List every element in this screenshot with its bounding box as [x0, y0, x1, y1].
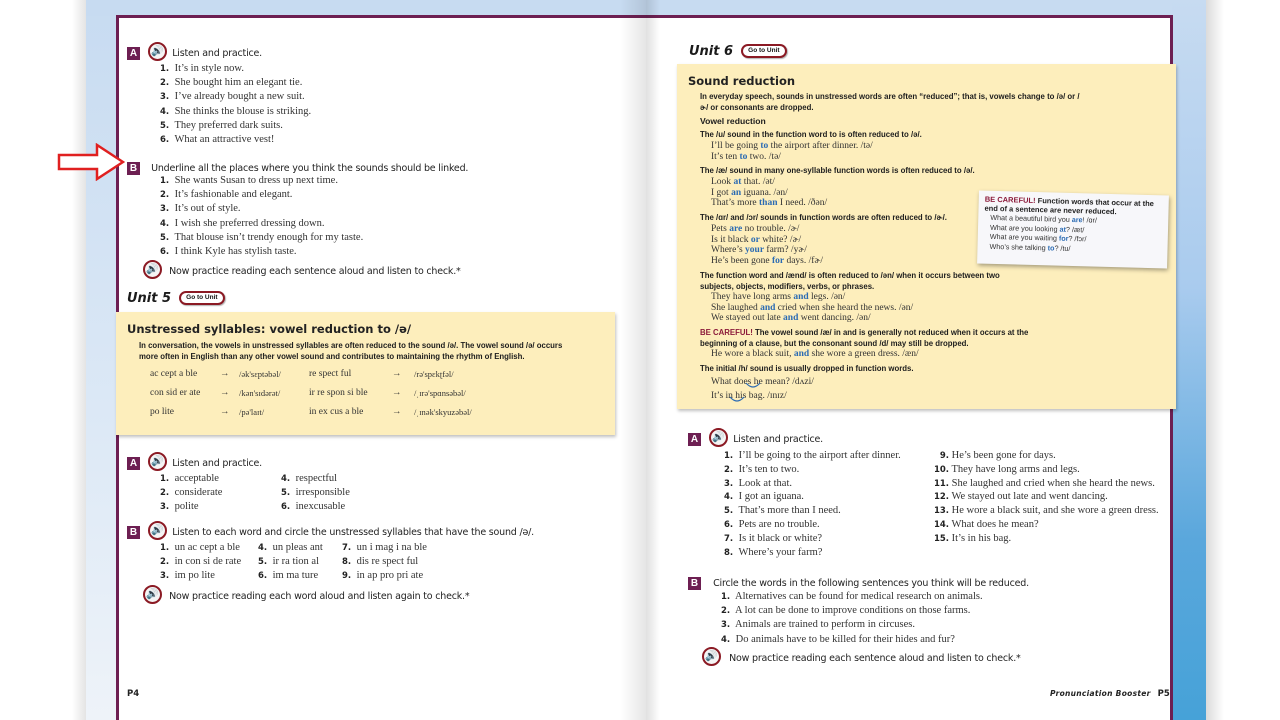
note-line: Who’s she talking to? /tu/ — [989, 241, 1071, 253]
example-line: Is it black or white? /ɚ/ — [711, 234, 802, 245]
example-line: She laughed and cried when she heard the news. /ən/ — [711, 302, 914, 313]
note-line: What are you looking at? /æt/ — [989, 222, 1085, 234]
speaker-icon: 🔊 — [712, 432, 725, 443]
page-edge-shadow-right — [1206, 0, 1224, 720]
list-item: 4. She thinks the blouse is striking. — [160, 105, 312, 117]
example-line: Pets are no trouble. /ɚ/ — [711, 224, 800, 234]
rule-text: The /ɑr/ and /ɔr/ sounds in function words are often reduced to /ɚ/. — [700, 213, 947, 222]
rule-examples — [711, 141, 873, 162]
list-item: 4. I wish she preferred dressing down. — [160, 217, 325, 229]
audio-button[interactable] — [148, 42, 167, 61]
list-item: 5. irresponsible — [281, 487, 350, 499]
unit6-section-a-header: A 🔊 Listen and practice. — [688, 427, 823, 447]
linking-mark-icon — [745, 382, 761, 390]
unit5-section-a-col2 — [281, 472, 350, 515]
list-item: 7. Is it black or white? — [724, 532, 823, 544]
section-badge: A — [127, 47, 140, 60]
note-line: What are you waiting for? /fɔr/ — [989, 231, 1087, 244]
list-item: 1. Alternatives can be found for medical research on animals. — [721, 591, 983, 602]
section-instruction: Underline all the places where you think the sounds should be linked. — [151, 163, 469, 174]
list-item: 7. un i mag i na ble — [342, 542, 427, 553]
note-line: What a beautiful bird you are! /ɑr/ — [990, 212, 1098, 225]
speaker-icon: 🔊 — [151, 525, 164, 536]
unit5-section-b-header: B 🔊 Listen to each word and circle the unstressed syllables that have the sound /ə/. — [127, 520, 534, 540]
example-line: He’s been gone for days. /fɚ/ — [711, 256, 824, 267]
rule-text: The /æ/ sound in many one-syllable function words is often reduced to /ə/. — [700, 166, 975, 175]
list-item: 4. respectful — [281, 473, 338, 484]
unit6-section-b-header: B Circle the words in the following sentences you think will be reduced. — [688, 571, 1029, 590]
list-item: 5. They preferred dark suits. — [160, 119, 283, 131]
box-title: Sound reduction — [688, 74, 796, 88]
unit-5-info-box — [116, 312, 615, 435]
audio-button[interactable] — [143, 260, 162, 279]
example-line: We stayed out late and went dancing. /ən/ — [711, 313, 871, 324]
list-item: 3. It’s out of style. — [160, 203, 241, 215]
syllable-row: po lite → /pə'laɪt/ in ex cus a ble → /ˌɪnək'skyuzəbəl/ — [150, 407, 472, 417]
audio-button[interactable] — [148, 452, 167, 471]
speaker-icon: 🔊 — [146, 264, 159, 275]
example-line: They have long arms and legs. /ən/ — [711, 292, 846, 302]
linking-mark-icon — [729, 396, 745, 404]
list-item: 10. They have long arms and legs. — [933, 463, 1080, 475]
box-intro: In conversation, the vowels in unstressed syllables are often reduced to the sound /ə/. The vowel sound /ə/ occurs more often in English than any other vowel sound and contributes to maintaining the rhythm of English. — [139, 341, 563, 361]
left-section-a-list — [160, 62, 311, 147]
list-item: 2. A lot can be done to improve conditions on those farms. — [721, 605, 971, 617]
box-title: Unstressed syllables: vowel reduction to /ə/ — [127, 322, 412, 336]
go-to-unit-button[interactable]: Go to Unit — [741, 44, 786, 58]
section-badge: A — [688, 433, 701, 446]
list-item: 6. I think Kyle has stylish taste. — [160, 245, 297, 257]
section-instruction: Listen and practice. — [172, 48, 263, 59]
section-badge: B — [688, 577, 701, 590]
section-badge: B — [127, 162, 140, 175]
list-item: 1. acceptable — [160, 473, 219, 484]
unit-title: Unit 5 — [127, 291, 172, 306]
list-item: 1. She wants Susan to dress up next time. — [160, 175, 338, 186]
unit5-section-b-col3 — [342, 541, 427, 584]
speaker-icon: 🔊 — [705, 651, 718, 662]
list-item: 4. Do animals have to be killed for their hides and fur? — [721, 633, 955, 645]
page-footer-right — [1050, 689, 1170, 699]
rule-text: The /u/ sound in the function word to is often reduced to /ə/. — [700, 130, 922, 139]
example-line: It’s in his bag. /ɪnɪz/ — [711, 391, 787, 401]
page-number-left: P4 — [127, 689, 140, 699]
list-item: 5. That blouse isn’t trendy enough for my taste. — [160, 231, 364, 243]
list-item: 3. Animals are trained to perform in circuses. — [721, 619, 915, 631]
book-title: Pronunciation Booster — [1050, 689, 1151, 698]
list-item: 3. I’ve already bought a new suit. — [160, 91, 305, 103]
practice-line: 🔊 Now practice reading each sentence aloud and listen to check.* — [143, 259, 461, 279]
rule-text: The initial /h/ sound is usually dropped in function words. — [700, 364, 914, 373]
list-item: 2. It’s ten to two. — [724, 463, 800, 475]
section-badge: B — [127, 526, 140, 539]
list-item: 4. un pleas ant — [258, 542, 323, 553]
list-item: 5. ir ra tion al — [258, 556, 319, 568]
audio-button[interactable] — [148, 521, 167, 540]
syllable-row: ac cept a ble → /ək'sɛptəbəl/ re spect ful → /rə'spɛkʈfəl/ — [150, 369, 454, 379]
list-item: 3. im po lite — [160, 570, 215, 582]
rule-examples — [711, 224, 823, 267]
go-to-unit-button[interactable]: Go to Unit — [179, 291, 224, 305]
unit6-section-b-list — [721, 590, 983, 647]
list-item: 2. considerate — [160, 487, 223, 499]
example-line: Look at that. /ət/ — [711, 177, 775, 187]
audio-button[interactable] — [143, 585, 162, 604]
example-line: Where’s your farm? /yɚ/ — [711, 245, 807, 256]
unit5-section-a-header: A 🔊 Listen and practice. — [127, 451, 262, 471]
list-item: 2. It’s fashionable and elegant. — [160, 189, 293, 201]
practice-line: 🔊 Now practice reading each sentence aloud and listen to check.* — [702, 646, 1021, 666]
list-item: 2. in con si de rate — [160, 556, 242, 568]
rule-examples — [711, 349, 919, 360]
speaker-icon: 🔊 — [146, 589, 159, 600]
unit5-section-b-col1 — [160, 541, 241, 584]
gutter-shadow-left — [620, 0, 646, 720]
page-left-side-band — [86, 0, 116, 720]
syllable-table — [150, 369, 610, 426]
list-item: 13. He wore a black suit, and she wore a green dress. — [933, 505, 1159, 517]
page-right-side-band — [1172, 0, 1206, 720]
list-item: 1. It’s in style now. — [160, 63, 244, 74]
page-right-top-band — [646, 0, 1206, 16]
list-item: 5. That’s more than I need. — [724, 505, 841, 517]
example-line: I got an iguana. /ən/ — [711, 187, 788, 198]
page-left-top-band — [86, 0, 646, 16]
list-item: 6. im ma ture — [258, 570, 319, 582]
careful-label: BE CAREFUL! — [700, 328, 753, 337]
syllable-row: con sid er ate → /kən'sɪdərət/ ir re spon si ble → /ˌɪrə'spɑnsəbəl/ — [150, 388, 466, 398]
audio-button[interactable] — [709, 428, 728, 447]
left-section-b-header — [127, 156, 468, 175]
list-item: 3. polite — [160, 501, 199, 513]
example-line: I’ll be going to the airport after dinner. /tə/ — [711, 141, 873, 151]
unit-6-heading — [689, 40, 787, 59]
list-item: 11. She laughed and cried when she heard the news. — [933, 477, 1155, 489]
speaker-icon: 🔊 — [151, 46, 164, 57]
list-item: 6. inexcusable — [281, 501, 346, 513]
list-item: 6. What an attractive vest! — [160, 133, 275, 145]
example-line: It’s ten to two. /tə/ — [711, 151, 781, 162]
careful-rule: BE CAREFUL! The vowel sound /æ/ in and is generally not reduced when it occurs at the beginning of a clause, but the consonant sound /d/ may still be dropped. — [700, 328, 1029, 348]
list-item: 3. Look at that. — [724, 477, 792, 489]
list-item: 9. He’s been gone for days. — [939, 450, 1056, 461]
unit6-section-a-col2 — [932, 449, 1159, 546]
list-item: 14. What does he mean? — [933, 518, 1039, 530]
list-item: 12. We stayed out late and went dancing. — [933, 491, 1108, 503]
example-line: He wore a black suit, and she wore a green dress. /æn/ — [711, 349, 919, 359]
unit-title: Unit 6 — [689, 44, 734, 59]
list-item: 9. in ap pro pri ate — [342, 570, 424, 582]
list-item: 8. dis re spect ful — [342, 556, 419, 568]
list-item: 1. un ac cept a ble — [160, 542, 240, 553]
list-item: 4. I got an iguana. — [724, 491, 804, 503]
left-section-b-list — [160, 174, 363, 259]
list-item: 8. Where’s your farm? — [724, 546, 823, 558]
page-number-right: P5 — [1157, 689, 1170, 699]
left-section-a-header — [127, 41, 262, 61]
example-line: That’s more than I need. /ðən/ — [711, 198, 828, 209]
unit5-section-b-col2 — [258, 541, 323, 584]
rule-examples — [711, 375, 814, 403]
unit6-section-a-col1 — [724, 449, 901, 559]
section-badge: A — [127, 457, 140, 470]
list-item: 6. Pets are no trouble. — [724, 518, 820, 530]
unit-5-heading — [127, 287, 225, 306]
speaker-icon: 🔊 — [151, 456, 164, 467]
pointer-arrow-icon — [57, 143, 125, 181]
example-line: What does he mean? /dʌzi/ — [711, 377, 814, 387]
unit5-section-a-col1 — [160, 472, 222, 515]
list-item: 2. She bought him an elegant tie. — [160, 77, 303, 89]
box-intro: In everyday speech, sounds in unstressed words are often “reduced”; that is, vowels change to /ə/ or /ɚ/ or consonants are dropped. — [700, 92, 1080, 112]
be-careful-note: BE CAREFUL! Function words that occur at the end of a sentence are never reduced. What a beautiful bird you are! /ɑr/ What are you looking at? /æt/ What are you waiting for? /fɔr/ Who’s she talking to? /tu/ — [977, 191, 1169, 269]
gutter-shadow-right — [646, 0, 660, 720]
rule-text: The function word and /ænd/ is often reduced to /ən/ when it occurs between two subjects, objects, modifiers, verbs, or phrases. — [700, 271, 1000, 291]
audio-button[interactable] — [702, 647, 721, 666]
rule-examples — [711, 292, 913, 324]
list-item: 1. I’ll be going to the airport after dinner. — [724, 450, 901, 461]
rule-examples — [711, 177, 827, 209]
list-item: 15. It’s in his bag. — [933, 532, 1012, 544]
box-subhead: Vowel reduction — [700, 116, 766, 126]
practice-line: 🔊 Now practice reading each word aloud and listen again to check.* — [143, 584, 469, 604]
